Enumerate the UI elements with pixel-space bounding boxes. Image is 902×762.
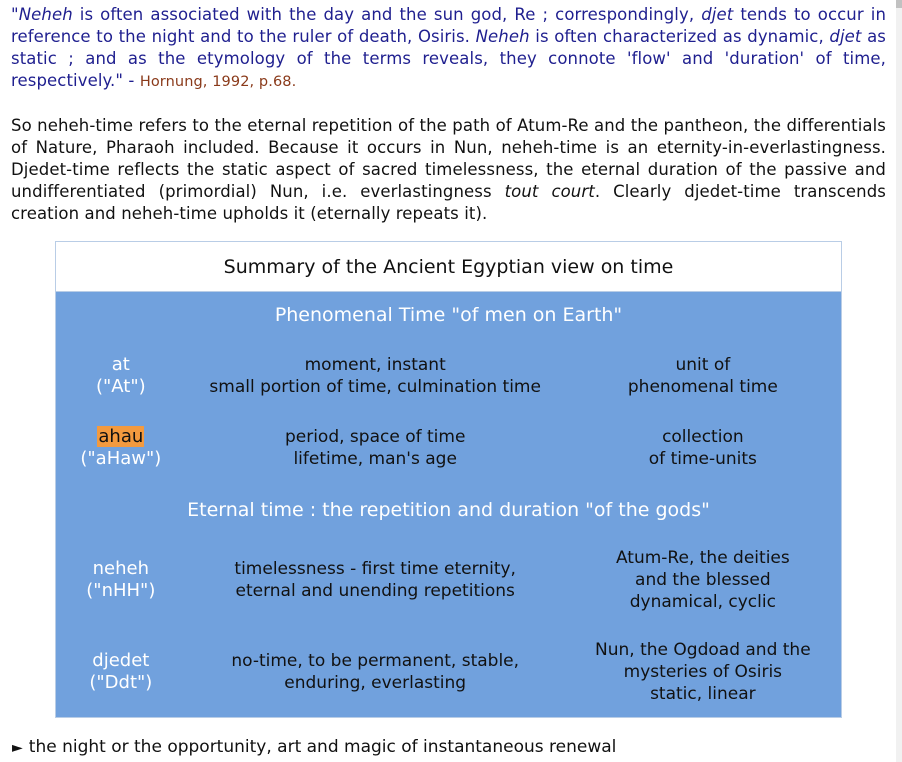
- quote-term-djet: djet: [701, 5, 734, 24]
- scope-cell: [565, 426, 841, 470]
- quote-term-neheh: Neheh: [18, 5, 73, 24]
- phenomenal-time-heading: Phenomenal Time "of men on Earth": [274, 304, 623, 326]
- explanation-paragraph: [11, 115, 886, 225]
- scope-line: phenomenal time: [627, 377, 778, 397]
- meaning-cell: [186, 354, 565, 398]
- scope-line: static, linear: [650, 684, 756, 704]
- scope-line: Nun, the Ogdoad and the: [595, 640, 811, 660]
- table-row-neheh: [56, 547, 841, 613]
- article-body: [11, 0, 886, 225]
- meaning-line: enduring, everlasting: [284, 673, 467, 693]
- term-transliteration: ("Ddt"): [89, 672, 153, 693]
- paragraph-tail: . Clearly djedet-time transcends creation and neheh-time upholds it (eternally repeats it).: [11, 182, 886, 223]
- vertical-scrollbar[interactable]: [896, 0, 902, 762]
- meaning-line: small portion of time, culmination time: [209, 377, 541, 397]
- term-label: at: [111, 354, 130, 375]
- term-label: djedet: [92, 650, 150, 671]
- scope-line: unit of: [675, 355, 731, 375]
- meaning-line: eternal and unending repetitions: [235, 581, 515, 601]
- time-summary-table: [55, 241, 842, 718]
- scope-line: mysteries of Osiris: [623, 662, 783, 682]
- meaning-line: period, space of time: [284, 427, 466, 447]
- scope-cell: [565, 547, 841, 613]
- quote-term-djet: djet: [829, 27, 862, 46]
- quote-text: as static ; and as the etymology of the terms reveals, they connote 'flow' and 'duration' of time, respectively.": [11, 27, 886, 90]
- footer-link[interactable]: [12, 736, 616, 759]
- scope-line: Atum-Re, the deities: [615, 548, 790, 568]
- scope-line: of time-units: [648, 449, 757, 469]
- citation-author-link[interactable]: Hornung: [139, 74, 203, 90]
- highlighted-term: ahau: [98, 426, 144, 447]
- term-transliteration: ("At"): [96, 376, 146, 397]
- quote-text: is often characterized as dynamic,: [529, 27, 830, 46]
- quote-text: tends to occur in reference to the night and to the ruler of death, Osiris.: [11, 5, 886, 46]
- meaning-cell: [186, 558, 565, 602]
- meaning-line: timelessness - first time eternity,: [234, 559, 516, 579]
- term-transliteration: ("nHH"): [86, 580, 156, 601]
- meaning-line: moment, instant: [304, 355, 446, 375]
- term-cell: [56, 650, 186, 694]
- scrollbar-thumb[interactable]: [896, 0, 902, 8]
- quote-text: is often associated with the day and the sun god, Re ; correspondingly,: [72, 5, 702, 24]
- meaning-cell: [186, 650, 565, 694]
- meaning-line: lifetime, man's age: [293, 449, 457, 469]
- term-cell: [56, 426, 186, 470]
- meaning-line: no-time, to be permanent, stable,: [231, 651, 520, 671]
- triangle-right-icon: ►: [12, 740, 23, 756]
- quote-dash: -: [123, 71, 140, 90]
- citation-page: , 1992, p.68.: [202, 74, 297, 90]
- term-label-wrap: [56, 426, 186, 448]
- paragraph-text: So neheh-time refers to the eternal repetition of the path of Atum-Re and the pantheon, the differentials of Nature, Pharaoh included. Because it occurs in Nun, neheh-time is an eternity-in-everlastingness. Djedet-time reflects the static aspect of sacred timelessness, the eternal duration of the passive and undifferentiated (primordial) Nun, i.e. everlastingness: [11, 116, 886, 201]
- term-label: neheh: [92, 558, 150, 579]
- term-transliteration: ("aHaw"): [80, 448, 162, 469]
- table-row-at: [56, 354, 841, 398]
- scope-cell: [565, 639, 841, 705]
- paragraph-emphasis: tout court: [504, 182, 595, 201]
- meaning-cell: [186, 426, 565, 470]
- scope-line: dynamical, cyclic: [629, 592, 776, 612]
- hornung-quote: [11, 0, 886, 93]
- term-cell: [56, 354, 186, 398]
- scope-line: and the blessed: [635, 570, 771, 590]
- scope-cell: [565, 354, 841, 398]
- quote-open: ": [11, 5, 19, 24]
- quote-term-neheh: Neheh: [475, 27, 530, 46]
- eternal-time-heading: Eternal time : the repetition and duration "of the gods": [187, 499, 710, 521]
- term-cell: [56, 558, 186, 602]
- footer-link-text: the night or the opportunity, art and magic of instantaneous renewal: [28, 737, 617, 757]
- table-row-ahau: [56, 426, 841, 470]
- table-row-djedet: [56, 639, 841, 705]
- summary-title: Summary of the Ancient Egyptian view on time: [56, 242, 841, 292]
- scope-line: collection: [662, 427, 744, 447]
